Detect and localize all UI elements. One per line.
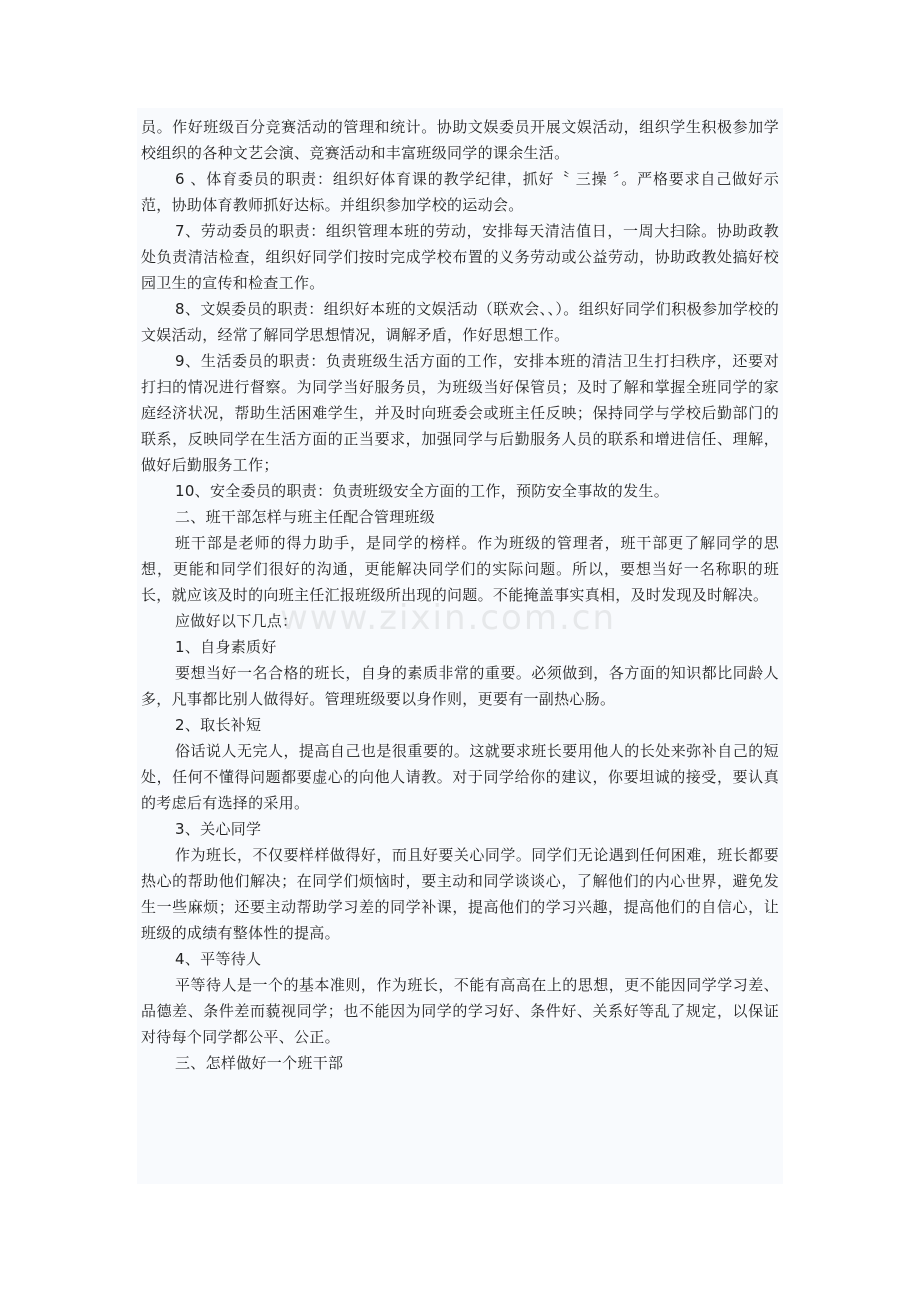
paragraph: 7、劳动委员的职责：组织管理本班的劳动，安排每天清洁值日，一周大扫除。协助政教处负责清洁检查，组织好同学们按时完成学校布置的义务劳动或公益劳动，协助政教处搞好校园卫生的宣传和检查工作。: [141, 222, 779, 292]
paragraph: 俗话说人无完人，提高自己也是很重要的。这就要求班长要用他人的长处来弥补自己的短处，任何不懂得问题都要虚心的向他人请教。对于同学给你的建议，你要坦诚的接受，要认真的考虑后有选择的采用。: [141, 742, 779, 812]
paragraph: 1、自身素质好: [175, 638, 277, 656]
paragraph: 要想当好一名合格的班长，自身的素质非常的重要。必须做到，各方面的知识都比同龄人多，凡事都比别人做得好。管理班级要以身作则，更要有一副热心肠。: [141, 664, 779, 708]
paragraph: 8、文娱委员的职责：组织好本班的文娱活动（联欢会、、）。组织好同学们积极参加学校的文娱活动，经常了解同学思想情况，调解矛盾，作好思想工作。: [141, 300, 779, 344]
paragraph: 4、平等待人: [175, 950, 262, 968]
paragraph: 2、取长补短: [175, 716, 262, 734]
paragraph: 作为班长，不仅要样样做得好，而且好要关心同学。同学们无论遇到任何困难，班长都要热心的帮助他们解决；在同学们烦恼时，要主动和同学谈谈心，了解他们的内心世界，避免发生一些麻烦；还要主动帮助学习差的同学补课，提高他们的学习兴趣，提高他们的自信心，让班级的成绩有整体性的提高。: [141, 846, 779, 942]
paragraph: 应做好以下几点：: [175, 612, 298, 630]
paragraph: 9、生活委员的职责：负责班级生活方面的工作，安排本班的清洁卫生打扫秩序，还要对打扫的情况进行督察。为同学当好服务员，为班级当好保管员；及时了解和掌握全班同学的家庭经济状况，帮助生活困难学生，并及时向班委会或班主任反映；保持同学与学校后勤部门的联系，反映同学在生活方面的正当要求，加强同学与后勤服务人员的联系和增进信任、理解，做好后勤服务工作；: [141, 352, 779, 474]
paragraph: 员。作好班级百分竞赛活动的管理和统计。协助文娱委员开展文娱活动，组织学生积极参加学校组织的各种文艺会演、竞赛活动和丰富班级同学的课余生活。: [141, 118, 779, 162]
paragraph: 6 、体育委员的职责：组织好体育课的教学纪律，抓好〝 三操 〞。严格要求自己做好示范，协助体育教师抓好达标。并组织参加学校的运动会。: [141, 170, 779, 214]
document-body: [137, 108, 783, 1184]
paragraph: 二、班干部怎样与班主任配合管理班级: [175, 508, 436, 526]
paragraph: 三、怎样做好一个班干部: [175, 1054, 344, 1072]
paragraph: 3、关心同学: [175, 820, 262, 838]
paragraph: 10、安全委员的职责：负责班级安全方面的工作，预防安全事故的发生。: [175, 482, 669, 500]
paragraph: 班干部是老师的得力助手，是同学的榜样。作为班级的管理者，班干部更了解同学的思想，更能和同学们很好的沟通，更能解决同学们的实际问题。所以，要想当好一名称职的班长，就应该及时的向班主任汇报班级所出现的问题。不能掩盖事实真相，及时发现及时解决。: [141, 534, 779, 604]
paragraph: 平等待人是一个的基本准则，作为班长，不能有高高在上的思想，更不能因同学学习差、品德差、条件差而藐视同学；也不能因为同学的学习好、条件好、关系好等乱了规定，以保证对待每个同学都公平、公正。: [141, 976, 779, 1046]
